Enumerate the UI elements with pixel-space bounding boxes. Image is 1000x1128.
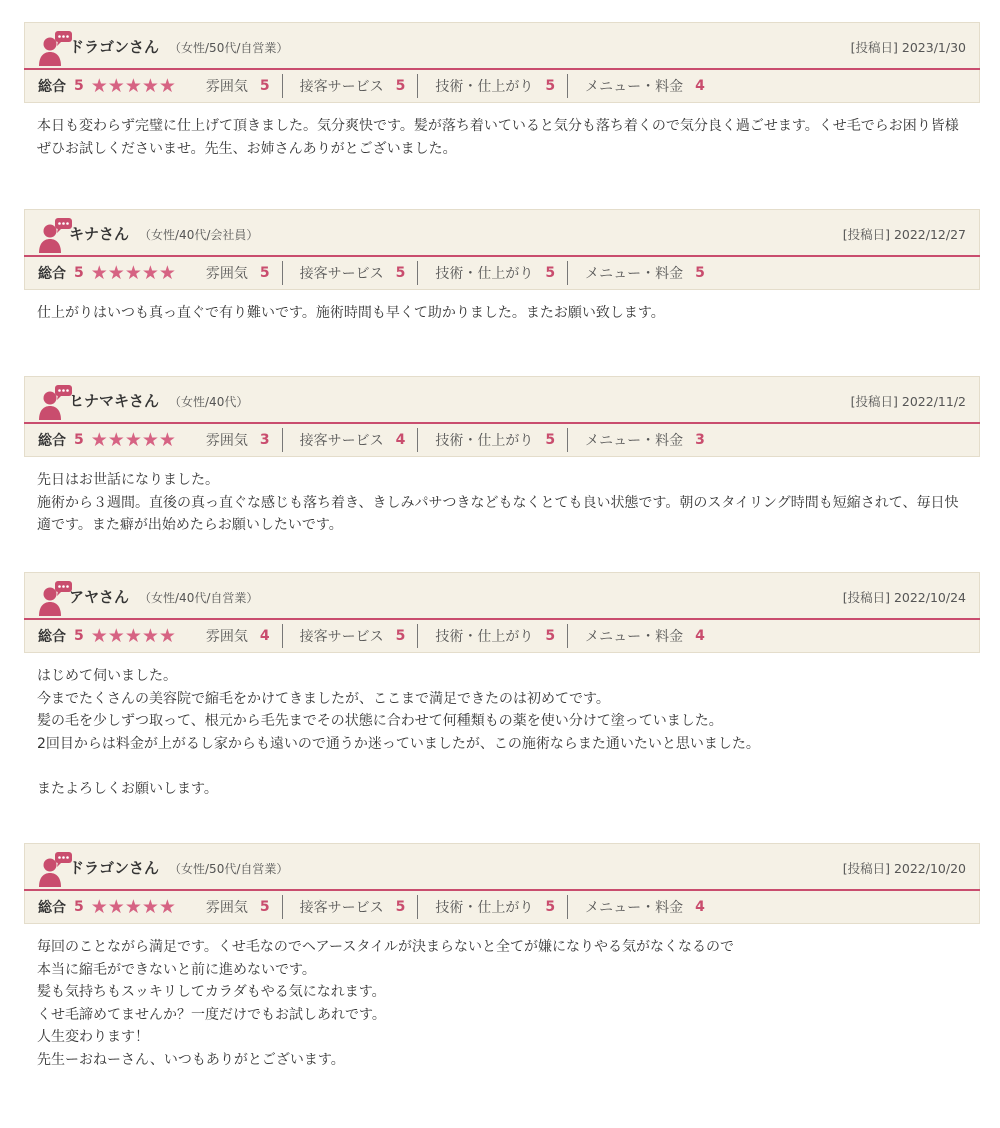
- star-rating-icon: ★★★★★: [90, 261, 176, 284]
- technique-label: 技術・仕上がり: [435, 266, 534, 282]
- score-bar: [24, 424, 980, 457]
- price-label: メニュー・料金: [585, 433, 684, 449]
- price-value: 4: [695, 899, 705, 915]
- post-date: [投稿日] 2022/12/27: [842, 227, 966, 242]
- reviewer-attributes: （女性/50代/自営業）: [169, 862, 289, 876]
- review-item: [24, 572, 980, 800]
- atmosphere-score: [206, 74, 283, 98]
- atmosphere-label: 雰囲気: [205, 433, 248, 449]
- review-text: 仕上がりはいつも真っ直ぐで有り難いです。施術時間も早くて助かりました。またお願い致します。: [37, 305, 665, 321]
- atmosphere-label: 雰囲気: [205, 79, 248, 95]
- service-value: 5: [395, 628, 406, 644]
- post-date: [投稿日] 2022/10/20: [842, 861, 966, 876]
- technique-value: 5: [545, 899, 556, 915]
- total-label: 総合: [38, 79, 66, 95]
- price-value: 5: [695, 265, 705, 281]
- atmosphere-score: [206, 624, 283, 648]
- total-score: 5: [74, 78, 84, 94]
- technique-score: [418, 428, 568, 452]
- reviewer-attributes: （女性/40代/会社員）: [139, 228, 259, 242]
- price-value: 4: [695, 628, 705, 644]
- reviewer-name: アヤさん: [69, 588, 130, 606]
- reviewer-comment-icon: [38, 385, 72, 421]
- score-bar: [24, 257, 980, 290]
- review-text: 本日も変わらず完璧に仕上げて頂きました。気分爽快です。髪が落ち着いていると気分も落ち着くので気分良く過ごせます。くせ毛でらお困り皆様ぜひお試しくださいませ。先生、お姉さんありがとございました。: [37, 118, 959, 157]
- review-item: [24, 843, 980, 1071]
- atmosphere-label: 雰囲気: [205, 900, 248, 916]
- reviewer-comment-icon: [38, 218, 72, 254]
- total-score: 5: [74, 432, 84, 448]
- atmosphere-value: 5: [259, 899, 270, 915]
- price-label: メニュー・料金: [585, 266, 684, 282]
- price-label: メニュー・料金: [585, 79, 684, 95]
- reviewer-comment-icon: [38, 852, 72, 888]
- price-score: [568, 74, 717, 98]
- service-label: 接客サービス: [299, 433, 384, 449]
- atmosphere-score: [206, 895, 283, 919]
- service-value: 5: [395, 265, 406, 281]
- service-value: 5: [395, 899, 406, 915]
- review-header: [24, 843, 980, 889]
- review-header: [24, 22, 980, 68]
- technique-value: 5: [545, 628, 556, 644]
- reviewer-attributes: （女性/50代/自営業）: [169, 41, 289, 55]
- price-value: 3: [695, 432, 705, 448]
- atmosphere-value: 3: [259, 432, 270, 448]
- atmosphere-value: 5: [259, 265, 270, 281]
- technique-score: [418, 261, 568, 285]
- service-score: [283, 74, 419, 98]
- total-label: 総合: [38, 900, 66, 916]
- reviewer-name: ヒナマキさん: [69, 392, 160, 410]
- review-item: [24, 376, 980, 537]
- star-rating-icon: ★★★★★: [90, 428, 176, 451]
- technique-score: [418, 624, 568, 648]
- service-score: [283, 624, 419, 648]
- reviewer-comment-icon: [38, 31, 72, 67]
- service-label: 接客サービス: [299, 900, 384, 916]
- review-text: はじめて伺いました。 今までたくさんの美容院で縮毛をかけてきましたが、ここまで満足できたのは初めてです。 髪の毛を少しずつ取って、根元から毛先までその状態に合わせて何種類もの薬を使い分けて塗っていました。 2回目からは料金が上がるし家からも遠いので通うか迷っていましたが、この施術ならまた通いたいと思いました。 またよろしくお願いします。: [37, 668, 760, 797]
- reviewer-name: キナさん: [69, 225, 130, 243]
- reviewer-name: ドラゴンさん: [69, 38, 160, 56]
- score-bar: [24, 620, 980, 653]
- review-item: [24, 22, 980, 160]
- technique-score: [418, 895, 568, 919]
- review-text: 毎回のことながら満足です。くせ毛なのでヘアースタイルが決まらないと全てが嫌になりやる気がなくなるので 本当に縮毛ができないと前に進めないです。 髪も気持ちもスッキリしてカラダもやる気になれます。 くせ毛諦めてませんか？一度だけでもお試しあれです。 人生変わります！ 先生ーおねーさん、いつもありがとございます。: [37, 939, 735, 1068]
- star-rating-icon: ★★★★★: [90, 624, 176, 647]
- service-score: [283, 261, 419, 285]
- service-value: 5: [395, 78, 406, 94]
- atmosphere-value: 5: [259, 78, 270, 94]
- service-label: 接客サービス: [299, 629, 384, 645]
- service-score: [283, 428, 419, 452]
- service-value: 4: [395, 432, 406, 448]
- service-label: 接客サービス: [299, 266, 384, 282]
- technique-label: 技術・仕上がり: [435, 433, 534, 449]
- price-value: 4: [695, 78, 705, 94]
- technique-label: 技術・仕上がり: [435, 629, 534, 645]
- star-rating-icon: ★★★★★: [90, 895, 176, 918]
- atmosphere-value: 4: [259, 628, 270, 644]
- atmosphere-label: 雰囲気: [205, 629, 248, 645]
- technique-score: [418, 74, 568, 98]
- total-label: 総合: [38, 629, 66, 645]
- technique-value: 5: [545, 78, 556, 94]
- price-score: [568, 895, 717, 919]
- post-date: [投稿日] 2022/10/24: [842, 590, 966, 605]
- total-score: 5: [74, 628, 84, 644]
- total-score: 5: [74, 899, 84, 915]
- score-bar: [24, 891, 980, 924]
- technique-label: 技術・仕上がり: [435, 900, 534, 916]
- service-label: 接客サービス: [299, 79, 384, 95]
- total-label: 総合: [38, 433, 66, 449]
- atmosphere-score: [206, 428, 283, 452]
- post-date: [投稿日] 2023/1/30: [850, 40, 966, 55]
- atmosphere-score: [206, 261, 283, 285]
- reviewer-comment-icon: [38, 581, 72, 617]
- technique-value: 5: [545, 432, 556, 448]
- review-header: [24, 376, 980, 422]
- star-rating-icon: ★★★★★: [90, 74, 176, 97]
- reviewer-name: ドラゴンさん: [69, 859, 160, 877]
- post-date: [投稿日] 2022/11/2: [850, 394, 966, 409]
- price-label: メニュー・料金: [585, 900, 684, 916]
- technique-value: 5: [545, 265, 556, 281]
- reviewer-attributes: （女性/40代）: [169, 395, 249, 409]
- price-score: [568, 261, 717, 285]
- total-label: 総合: [38, 266, 66, 282]
- atmosphere-label: 雰囲気: [205, 266, 248, 282]
- technique-label: 技術・仕上がり: [435, 79, 534, 95]
- review-header: [24, 209, 980, 255]
- review-text: 先日はお世話になりました。 施術から３週間。直後の真っ直ぐな感じも落ち着き、きしみパサつきなどもなくとても良い状態です。朝のスタイリング時間も短縮されて、毎日快適です。また癖が出始めたらお願いしたいです。: [37, 472, 959, 533]
- review-item: [24, 209, 980, 325]
- price-score: [568, 624, 717, 648]
- price-label: メニュー・料金: [585, 629, 684, 645]
- reviewer-attributes: （女性/40代/自営業）: [139, 591, 259, 605]
- score-bar: [24, 70, 980, 103]
- service-score: [283, 895, 419, 919]
- price-score: [568, 428, 717, 452]
- review-header: [24, 572, 980, 618]
- total-score: 5: [74, 265, 84, 281]
